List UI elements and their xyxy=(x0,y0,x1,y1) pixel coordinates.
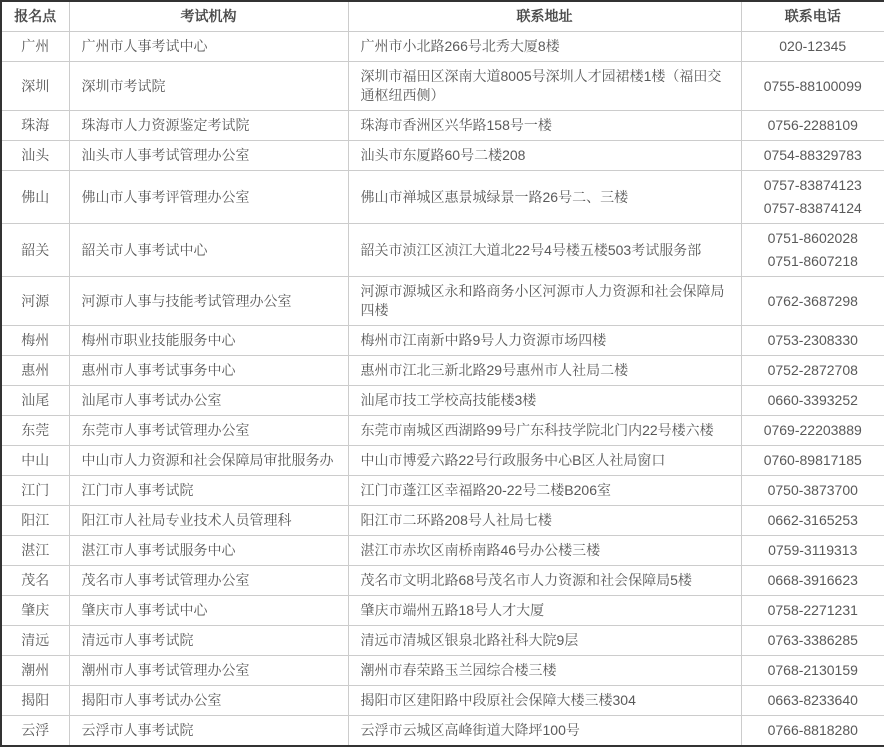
phone-cell xyxy=(741,506,884,536)
address-cell: 韶关市浈江区浈江大道北22号4号楼五楼503考试服务部 xyxy=(348,224,741,277)
phone-number: 0668-3916623 xyxy=(767,572,858,588)
table-row xyxy=(1,566,884,596)
phone-cell xyxy=(741,277,884,326)
table-row xyxy=(1,506,884,536)
phone-cell xyxy=(741,141,884,171)
phone-number: 0758-2271231 xyxy=(767,602,858,618)
city-cell: 广州 xyxy=(1,32,69,62)
phone-number: 0750-3873700 xyxy=(767,482,858,498)
phone-cell xyxy=(741,32,884,62)
column-header-org: 考试机构 xyxy=(69,1,348,32)
phone-number: 0762-3687298 xyxy=(767,292,858,309)
org-cell: 肇庆市人事考试中心 xyxy=(69,596,348,626)
address-cell: 云浮市云城区高峰街道大降坪100号 xyxy=(348,716,741,747)
address-cell: 湛江市赤坎区南桥南路46号办公楼三楼 xyxy=(348,536,741,566)
address-cell: 茂名市文明北路68号茂名市人力资源和社会保障局5楼 xyxy=(348,566,741,596)
org-cell: 汕头市人事考试管理办公室 xyxy=(69,141,348,171)
phone-number: 0755-88100099 xyxy=(763,77,862,94)
phone-number: 0754-88329783 xyxy=(763,147,862,163)
phone-cell xyxy=(741,626,884,656)
org-cell: 湛江市人事考试服务中心 xyxy=(69,536,348,566)
phone-cell xyxy=(741,596,884,626)
city-cell: 江门 xyxy=(1,476,69,506)
address-cell: 广州市小北路266号北秀大厦8楼 xyxy=(348,32,741,62)
city-cell: 潮州 xyxy=(1,656,69,686)
city-cell: 湛江 xyxy=(1,536,69,566)
phone-number: 0662-3165253 xyxy=(767,512,858,528)
phone-number: 0660-3393252 xyxy=(767,392,858,408)
phone-cell xyxy=(741,566,884,596)
city-cell: 深圳 xyxy=(1,62,69,111)
table-row xyxy=(1,32,884,62)
phone-number: 0769-22203889 xyxy=(763,422,862,438)
phone-number: 0756-2288109 xyxy=(767,117,858,133)
city-cell: 肇庆 xyxy=(1,596,69,626)
city-cell: 茂名 xyxy=(1,566,69,596)
address-cell: 汕头市东厦路60号二楼208 xyxy=(348,141,741,171)
table-row xyxy=(1,356,884,386)
address-cell: 惠州市江北三新北路29号惠州市人社局二楼 xyxy=(348,356,741,386)
city-cell: 惠州 xyxy=(1,356,69,386)
phone-cell xyxy=(741,171,884,224)
city-cell: 清远 xyxy=(1,626,69,656)
phone-number: 0757-83874124 xyxy=(763,200,862,216)
phone-cell xyxy=(741,356,884,386)
address-cell: 深圳市福田区深南大道8005号深圳人才园裙楼1楼（福田交通枢纽西侧） xyxy=(348,62,741,111)
address-cell: 肇庆市端州五路18号人才大厦 xyxy=(348,596,741,626)
org-cell: 阳江市人社局专业技术人员管理科 xyxy=(69,506,348,536)
org-cell: 梅州市职业技能服务中心 xyxy=(69,326,348,356)
phone-cell xyxy=(741,446,884,476)
address-cell: 珠海市香洲区兴华路158号一楼 xyxy=(348,111,741,141)
phone-number: 0753-2308330 xyxy=(767,332,858,348)
table-row xyxy=(1,141,884,171)
column-header-phone: 联系电话 xyxy=(741,1,884,32)
org-cell: 江门市人事考试院 xyxy=(69,476,348,506)
phone-cell xyxy=(741,536,884,566)
city-cell: 河源 xyxy=(1,277,69,326)
address-cell: 中山市博爱六路22号行政服务中心B区人社局窗口 xyxy=(348,446,741,476)
phone-cell xyxy=(741,386,884,416)
phone-number: 0752-2872708 xyxy=(767,362,858,378)
phone-number: 0759-3119313 xyxy=(768,542,858,558)
org-cell: 潮州市人事考试管理办公室 xyxy=(69,656,348,686)
city-cell: 云浮 xyxy=(1,716,69,747)
org-cell: 揭阳市人事考试办公室 xyxy=(69,686,348,716)
phone-cell xyxy=(741,326,884,356)
city-cell: 佛山 xyxy=(1,171,69,224)
city-cell: 中山 xyxy=(1,446,69,476)
city-cell: 韶关 xyxy=(1,224,69,277)
phone-cell xyxy=(741,416,884,446)
phone-number: 020-12345 xyxy=(779,38,847,54)
table-row xyxy=(1,716,884,747)
table-row xyxy=(1,171,884,224)
table-row xyxy=(1,62,884,111)
phone-number: 0751-8602028 xyxy=(767,230,858,246)
phone-number: 0757-83874123 xyxy=(763,177,862,193)
org-cell: 河源市人事与技能考试管理办公室 xyxy=(69,277,348,326)
phone-number: 0766-8818280 xyxy=(767,722,858,738)
city-cell: 东莞 xyxy=(1,416,69,446)
header-row xyxy=(1,1,884,32)
address-cell: 揭阳市区建阳路中段原社会保障大楼三楼304 xyxy=(348,686,741,716)
address-cell: 清远市清城区银泉北路社科大院9层 xyxy=(348,626,741,656)
table-row xyxy=(1,326,884,356)
table-row xyxy=(1,111,884,141)
org-cell: 茂名市人事考试管理办公室 xyxy=(69,566,348,596)
city-cell: 梅州 xyxy=(1,326,69,356)
city-cell: 珠海 xyxy=(1,111,69,141)
table-row xyxy=(1,476,884,506)
phone-cell xyxy=(741,716,884,747)
phone-cell xyxy=(741,686,884,716)
address-cell: 东莞市南城区西湖路99号广东科技学院北门内22号楼六楼 xyxy=(348,416,741,446)
column-header-city: 报名点 xyxy=(1,1,69,32)
org-cell: 中山市人力资源和社会保障局审批服务办 xyxy=(69,446,348,476)
city-cell: 阳江 xyxy=(1,506,69,536)
phone-cell xyxy=(741,224,884,277)
org-cell: 清远市人事考试院 xyxy=(69,626,348,656)
city-cell: 汕尾 xyxy=(1,386,69,416)
table-row xyxy=(1,224,884,277)
address-cell: 河源市源城区永和路商务小区河源市人力资源和社会保障局四楼 xyxy=(348,277,741,326)
org-cell: 东莞市人事考试管理办公室 xyxy=(69,416,348,446)
org-cell: 惠州市人事考试事务中心 xyxy=(69,356,348,386)
city-cell: 揭阳 xyxy=(1,686,69,716)
org-cell: 广州市人事考试中心 xyxy=(69,32,348,62)
table-row xyxy=(1,536,884,566)
org-cell: 韶关市人事考试中心 xyxy=(69,224,348,277)
phone-number: 0663-8233640 xyxy=(767,692,858,708)
column-header-address: 联系地址 xyxy=(348,1,741,32)
address-cell: 佛山市禅城区惠景城绿景一路26号二、三楼 xyxy=(348,171,741,224)
table-row xyxy=(1,596,884,626)
table-row xyxy=(1,277,884,326)
city-cell: 汕头 xyxy=(1,141,69,171)
phone-cell xyxy=(741,656,884,686)
table-body xyxy=(1,32,884,747)
phone-cell xyxy=(741,111,884,141)
table-header xyxy=(1,1,884,32)
address-cell: 汕尾市技工学校高技能楼3楼 xyxy=(348,386,741,416)
org-cell: 汕尾市人事考试办公室 xyxy=(69,386,348,416)
org-cell: 佛山市人事考评管理办公室 xyxy=(69,171,348,224)
address-cell: 潮州市春荣路玉兰园综合楼三楼 xyxy=(348,656,741,686)
phone-number: 0768-2130159 xyxy=(767,662,858,678)
address-cell: 江门市蓬江区幸福路20-22号二楼B206室 xyxy=(348,476,741,506)
phone-cell xyxy=(741,476,884,506)
org-cell: 珠海市人力资源鉴定考试院 xyxy=(69,111,348,141)
table-row xyxy=(1,446,884,476)
org-cell: 深圳市考试院 xyxy=(69,62,348,111)
table-row xyxy=(1,416,884,446)
address-cell: 阳江市二环路208号人社局七楼 xyxy=(348,506,741,536)
org-cell: 云浮市人事考试院 xyxy=(69,716,348,747)
table-row xyxy=(1,386,884,416)
address-cell: 梅州市江南新中路9号人力资源市场四楼 xyxy=(348,326,741,356)
phone-number: 0763-3386285 xyxy=(767,632,858,648)
phone-number: 0760-89817185 xyxy=(763,452,862,468)
phone-number: 0751-8607218 xyxy=(767,253,858,269)
phone-cell xyxy=(741,62,884,111)
table-row xyxy=(1,686,884,716)
table-row xyxy=(1,656,884,686)
table-row xyxy=(1,626,884,656)
